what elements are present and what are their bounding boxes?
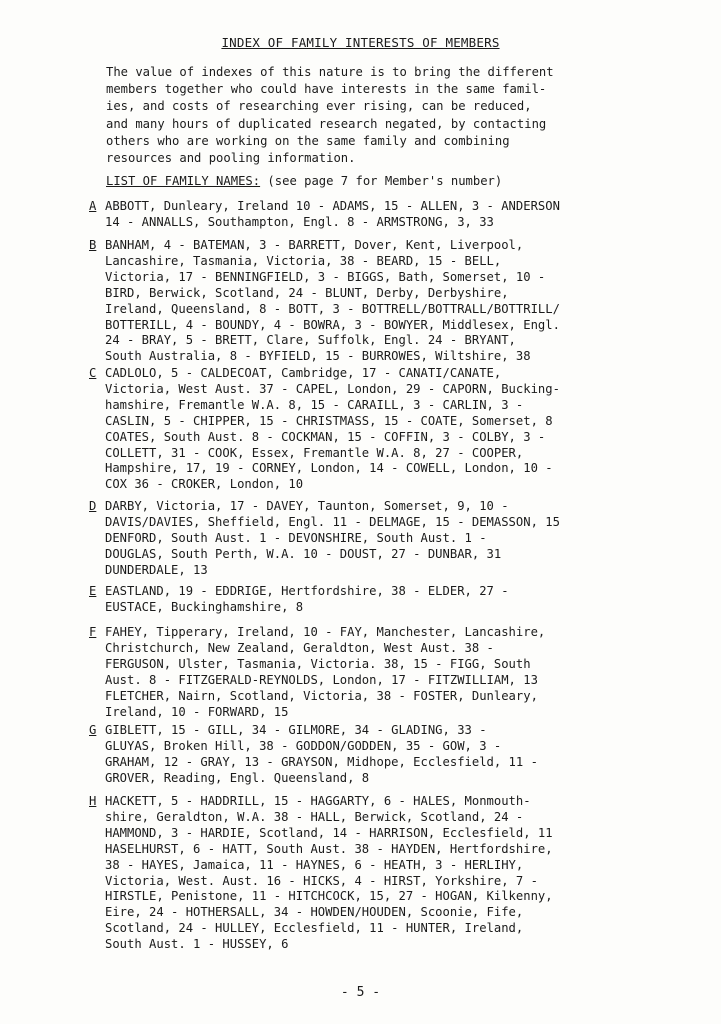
list-heading-label: LIST OF FAMILY NAMES: — [106, 174, 261, 188]
list-heading-note: (see page 7 for Member's number) — [260, 174, 503, 188]
section-letter: E — [89, 584, 97, 598]
section-entries: DARBY, Victoria, 17 - DAVEY, Taunton, Somerset, 9, 10 - DAVIS/DAVIES, Sheffield, Engl. 11 - DELMAGE, 15 - DEMASSON, 15 DENFORD, South Aust. 1 - DEVONSHIRE, South Aust. 1 - DOUGLAS, South Perth, W.A. 10 - DOUST, 27 - DUNBAR, 31 DUNDERDALE, 13 — [105, 499, 560, 577]
section-letter: F — [89, 625, 97, 639]
section-entries: CADLOLO, 5 - CALDECOAT, Cambridge, 17 - CANATI/CANATE, Victoria, West Aust. 37 - CAPEL, London, 29 - CAPORN, Bucking- hamshire, Fremantle W.A. 8, 15 - CARAILL, 3 - CARLIN, 3 - CASLIN, 5 - CHIPPER, 15 - CHRISTMASS, 15 - COATE, Somerset, 8 COATES, South Aust. 8 - COCKMAN, 15 - COFFIN, 3 - COLBY, 3 - COLLETT, 31 - COOK, Essex, Fremantle W.A. 8, 27 - COOPER, Hampshire, 17, 19 - CORNEY, London, 14 - COWELL, London, 10 - COX 36 - CROKER, London, 10 — [105, 366, 560, 492]
section-letter: D — [89, 499, 97, 513]
section-entries: EASTLAND, 19 - EDDRIGE, Hertfordshire, 38 - ELDER, 27 - EUSTACE, Buckinghamshire, 8 — [105, 584, 509, 614]
section-letter: H — [89, 794, 97, 808]
list-heading — [106, 174, 502, 188]
section-entries: BANHAM, 4 - BATEMAN, 3 - BARRETT, Dover, Kent, Liverpool, Lancashire, Tasmania, Victoria, 38 - BEARD, 15 - BELL, Victoria, 17 - BENNINGFIELD, 3 - BIGGS, Bath, Somerset, 10 - BIRD, Berwick, Scotland, 24 - BLUNT, Derby, Derbyshire, Ireland, Queensland, 8 - BOTT, 3 - BOTTRELL/BOTTRALL/BOTTRILL/ BOTTERILL, 4 - BOUNDY, 4 - BOWRA, 3 - BOWYER, Middlesex, Engl. 24 - BRAY, 5 - BRETT, Clare, Suffolk, Engl. 24 - BRYANT, South Australia, 8 - BYFIELD, 15 - BURROWES, Wiltshire, 38 — [105, 238, 560, 364]
intro-paragraph: The value of indexes of this nature is to bring the different members together who could have interests in the same famil- ies, and costs of researching ever rising, can be reduced, and many hours of duplicated research negated, by contacting others who are working on the same family and combining resources and pooling information. — [106, 65, 554, 166]
section-letter: A — [89, 199, 97, 213]
section-entries: HACKETT, 5 - HADDRILL, 15 - HAGGARTY, 6 - HALES, Monmouth- shire, Geraldton, W.A. 38 - HALL, Berwick, Scotland, 24 - HAMMOND, 3 - HARDIE, Scotland, 14 - HARRISON, Ecclesfield, 11 HASELHURST, 6 - HATT, South Aust. 38 - HAYDEN, Hertfordshire, 38 - HAYES, Jamaica, 11 - HAYNES, 6 - HEATH, 3 - HERLIHY, Victoria, West. Aust. 16 - HICKS, 4 - HIRST, Yorkshire, 7 - HIRSTLE, Penistone, 11 - HITCHCOCK, 15, 27 - HOGAN, Kilkenny, Eire, 24 - HOTHERSALL, 34 - HOWDEN/HOUDEN, Scoonie, Fife, Scotland, 24 - HULLEY, Ecclesfield, 11 - HUNTER, Ireland, South Aust. 1 - HUSSEY, 6 — [105, 794, 553, 952]
section-letter: G — [89, 723, 97, 737]
section-entries: FAHEY, Tipperary, Ireland, 10 - FAY, Manchester, Lancashire, Christchurch, New Zealand, Geraldton, West Aust. 38 - FERGUSON, Ulster, Tasmania, Victoria. 38, 15 - FIGG, South Aust. 8 - FITZGERALD-REYNOLDS, London, 17 - FITZWILLIAM, 13 FLETCHER, Nairn, Scotland, Victoria, 38 - FOSTER, Dunleary, Ireland, 10 - FORWARD, 15 — [105, 625, 546, 719]
section-entries: GIBLETT, 15 - GILL, 34 - GILMORE, 34 - GLADING, 33 - GLUYAS, Broken Hill, 38 - GODDON/GODDEN, 35 - GOW, 3 - GRAHAM, 12 - GRAY, 13 - GRAYSON, Midhope, Ecclesfield, 11 - GROVER, Reading, Engl. Queensland, 8 — [105, 723, 538, 785]
page-number: - 5 - — [340, 985, 381, 1000]
section-letter: B — [89, 238, 97, 252]
page-title-text: INDEX OF FAMILY INTERESTS OF MEMBERS — [221, 35, 500, 50]
section-letter: C — [89, 366, 97, 380]
section-entries: ABBOTT, Dunleary, Ireland 10 - ADAMS, 15 - ALLEN, 3 - ANDERSON 14 - ANNALLS, Southampton, Engl. 8 - ARMSTRONG, 3, 33 — [105, 199, 560, 229]
page-title — [0, 35, 721, 50]
